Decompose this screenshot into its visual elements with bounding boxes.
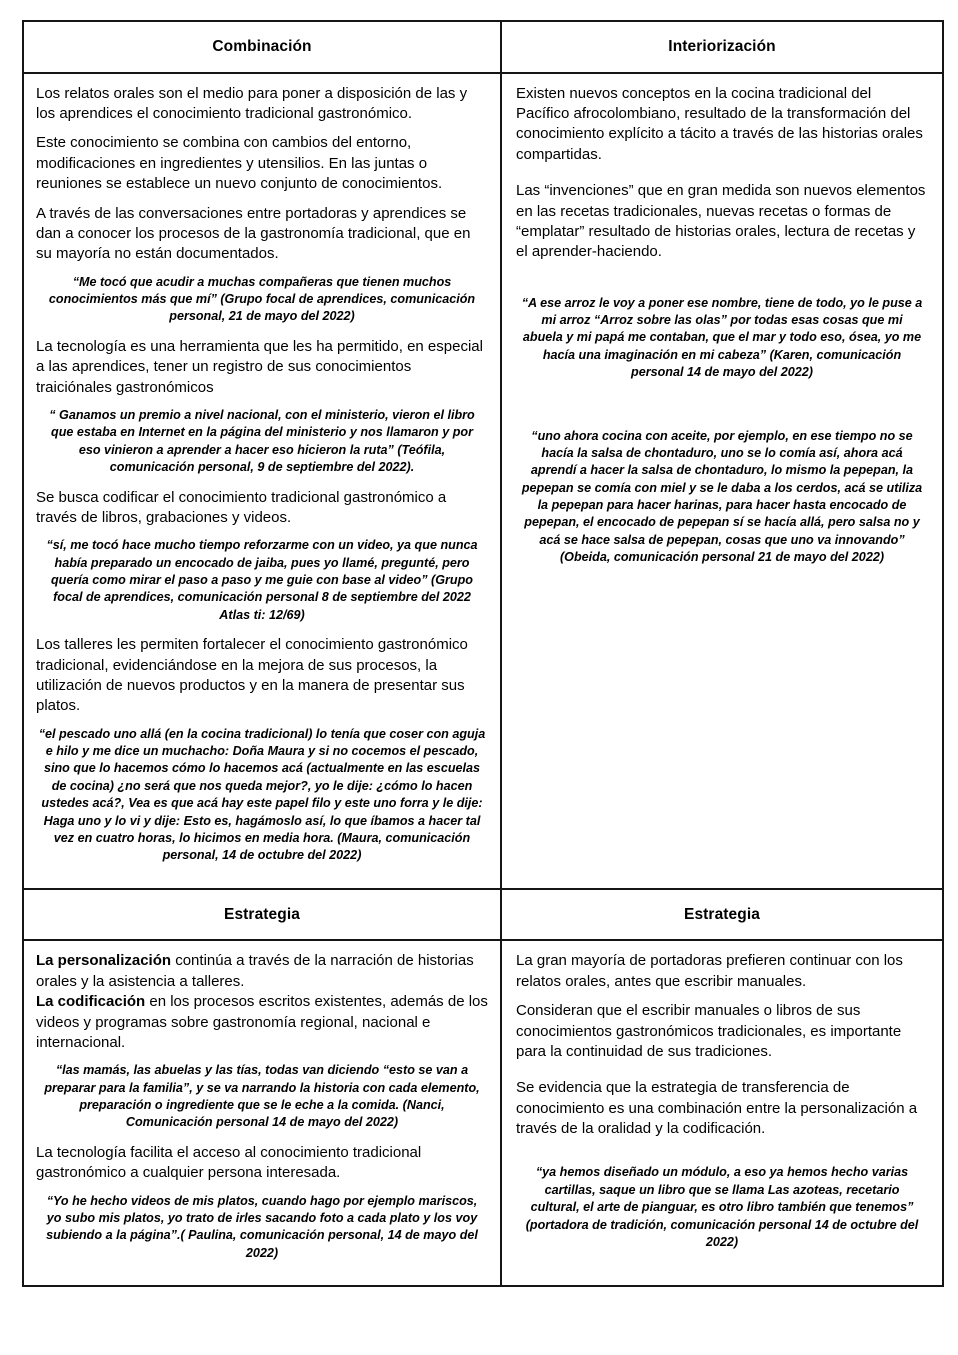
header-row-1 — [23, 21, 943, 73]
cell-estrategia-right-body — [501, 940, 943, 1286]
header-cell-combinacion — [23, 21, 501, 73]
lead-term: La codificación — [36, 993, 146, 1011]
testimony-quote: “sí, me tocó hace mucho tiempo reforzarme con un video, ya que nunca había preparado un encocado de jaiba, pues yo llamé, pregunté, pero quería como mirar el paso a paso y me guie con base al video” (Grupo focal de aprendices, comunicación personal 8 de septiembre del 2022 Atlas ti: 12/69) — [46, 538, 478, 622]
content-row-2 — [23, 940, 943, 1286]
estrategia-right-content — [502, 941, 942, 1274]
cell-interiorizacion-body — [501, 73, 943, 889]
header-cell-interiorizacion — [501, 21, 943, 73]
cell-estrategia-left-body — [23, 940, 501, 1286]
paragraph: La gran mayoría de portadoras prefieren continuar con los relatos orales, antes que escribir manuales. — [516, 952, 903, 990]
interiorizacion-content — [502, 74, 942, 590]
testimony-quote: “el pescado uno allá (en la cocina tradicional) lo tenía que coser con aguja e hilo y me dice un muchacho: Doña Maura y si no cocemos el pescado, sino que lo hacemos cómo lo hacemos acá (actualmente en las escuelas de cocina) ¿no será que nos queda mejor?, yo le dije: ¿cómo lo hacen ustedes acá?, Vea es que acá hay este papel filo y este uno forra y le dije: Haga uno y lo vi y dije: Esto es, hagámoslo así, lo que íbamos a hacer tal vez en cuatro horas, lo hicimos en media hora. (Maura, comunicación personal, 14 de octubre del 2022) — [38, 726, 486, 863]
paragraph: Los relatos orales son el medio para poner a disposición de las y los aprendices el conocimiento tradicional gastronómico. — [36, 84, 468, 122]
cell-combinacion-body — [23, 73, 501, 889]
paragraph: La tecnología es una herramienta que les ha permitido, en especial a las aprendices, tener un registro de sus conocimientos traiciónales gastronómicos — [36, 337, 483, 396]
header-cell-estrategia-right — [501, 889, 943, 941]
paragraph: Existen nuevos conceptos en la cocina tradicional del Pacífico afrocolombiano, resultado de la transformación del conocimiento explícito a tácito a través de las historias orales compartidas. — [516, 84, 923, 163]
testimony-quote: “A ese arroz le voy a poner ese nombre, tiene de todo, yo le puse a mi arroz “Arroz sobre las olas” por todas esas cosas que mi abuela y mi papá me contaban, que el mar y todo eso, ósea, yo me hacía una imaginación en mi cabeza” (Karen, comunicación personal 14 de mayo del 2022) — [521, 295, 923, 380]
testimony-quote: “Yo he hecho videos de mis platos, cuando hago por ejemplo mariscos, yo subo mis platos, yo trato de irles sacando foto a cada plato y los voy subiendo a la página”.( Paulina, comunicación personal, 14 de mayo del 2022) — [46, 1193, 478, 1260]
paragraph: Los talleres les permiten fortalecer el conocimiento gastronómico tradicional, evidenciándose en la mejora de sus procesos, la utilización de nuevos productos y en la manera de presentar sus platos. — [36, 636, 468, 715]
paragraph-with-bold-lead — [36, 992, 488, 1053]
header-row-2 — [23, 889, 943, 941]
paragraph: Este conocimiento se combina con cambios del entorno, modificaciones en ingredientes y utensilios. En las juntas o reuniones se establece un nuevo conjunto de conocimientos. — [36, 134, 443, 193]
testimony-quote: “Me tocó que acudir a muchas compañeras que tienen muchos conocimientos más que mí” (Grupo focal de aprendices, comunicación personal, 21 de mayo del 2022) — [48, 274, 476, 324]
knowledge-transfer-matrix-table — [22, 20, 944, 1287]
spacer — [516, 1071, 928, 1078]
paragraph-text: en los procesos escritos existentes, además de los videos y programas sobre gastronomía regional, nacional e internacional. — [36, 993, 488, 1051]
spacer — [516, 174, 928, 181]
lead-term: La personalización — [36, 952, 172, 970]
estrategia-left-content — [24, 941, 500, 1285]
testimony-quote: “ Ganamos un premio a nivel nacional, con el ministerio, vieron el libro que estaba en Internet en la página del ministerio y nos llamaron y por eso vinieron a aprender a hacer eso hicieron la ruta” (Teófila, comunicación personal, 9 de septiembre del 2022). — [49, 408, 475, 475]
header-label-combinacion: Combinación — [212, 38, 312, 55]
header-label-estrategia-right: Estrategia — [684, 905, 760, 923]
spacer — [516, 393, 928, 419]
testimony-quote: “uno ahora cocina con aceite, por ejemplo, en ese tiempo no se hacía la salsa de chontaduro, uno se lo comía así, ahora acá aprendí a hacer la salsa de chontaduro, lo mismo la pepepan, la pepepan se comía con miel y se le daba a los cerdos, acá se utiliza la pepepan para hacer harinas, para hacer hasta encocado de pepepan, el encocado de pepepan sí se hacía allá, pero salsa no y acá se hace salsa de pepepan, cosas que uno va innovando” (Obeida, comunicación personal 21 de mayo del 2022) — [521, 428, 923, 565]
paragraph: La tecnología facilita el acceso al conocimiento tradicional gastronómico a cualquier persona interesada. — [36, 1143, 422, 1182]
testimony-quote: “las mamás, las abuelas y las tías, todas van diciendo “esto se van a preparar para la familia”, y se va narrando la historia con cada elemento, preparación o ingrediente que se le eche a la comida. (Nanci, Comunicación personal 14 de mayo del 2022) — [44, 1063, 480, 1130]
content-row-1 — [23, 73, 943, 889]
paragraph-text: continúa a través de la narración de historias orales y la asistencia a talleres. — [36, 952, 474, 990]
paragraph-with-bold-lead — [36, 951, 488, 992]
paragraph: Consideran que el escribir manuales o libros de sus conocimientos gastronómicos tradicionales, es importante para la continuidad de sus tradiciones. — [516, 1002, 902, 1060]
paragraph: Se busca codificar el conocimiento tradicional gastronómico a través de libros, grabaciones y videos. — [36, 488, 447, 526]
header-label-interiorizacion: Interiorización — [668, 38, 776, 55]
spacer — [516, 272, 928, 286]
paragraph: Se evidencia que la estrategia de transferencia de conocimiento es una combinación entre la personalización a través de la oralidad y la codificación. — [516, 1079, 918, 1138]
spacer — [516, 1148, 928, 1155]
header-label-estrategia-left: Estrategia — [224, 905, 300, 923]
header-cell-estrategia-left — [23, 889, 501, 941]
paragraph: Las “invenciones” que en gran medida son nuevos elementos en las recetas tradicionales, nuevas recetas o formas de “emplatar” resultado de historias orales, lectura de recetas y el aprender-haciendo. — [516, 182, 926, 261]
paragraph: A través de las conversaciones entre portadoras y aprendices se dan a conocer los procesos de la gastronomía tradicional, que en su mayoría no están documentados. — [36, 204, 471, 263]
combinacion-content — [24, 74, 500, 888]
testimony-quote: “ya hemos diseñado un módulo, a eso ya hemos hecho varias cartillas, saque un libro que se llama Las azoteas, recetario cultural, el arte de pianguar, es otro libro también que tenemos” (portadora de tradición, comunicación personal 14 de octubre del 2022) — [525, 1165, 919, 1249]
